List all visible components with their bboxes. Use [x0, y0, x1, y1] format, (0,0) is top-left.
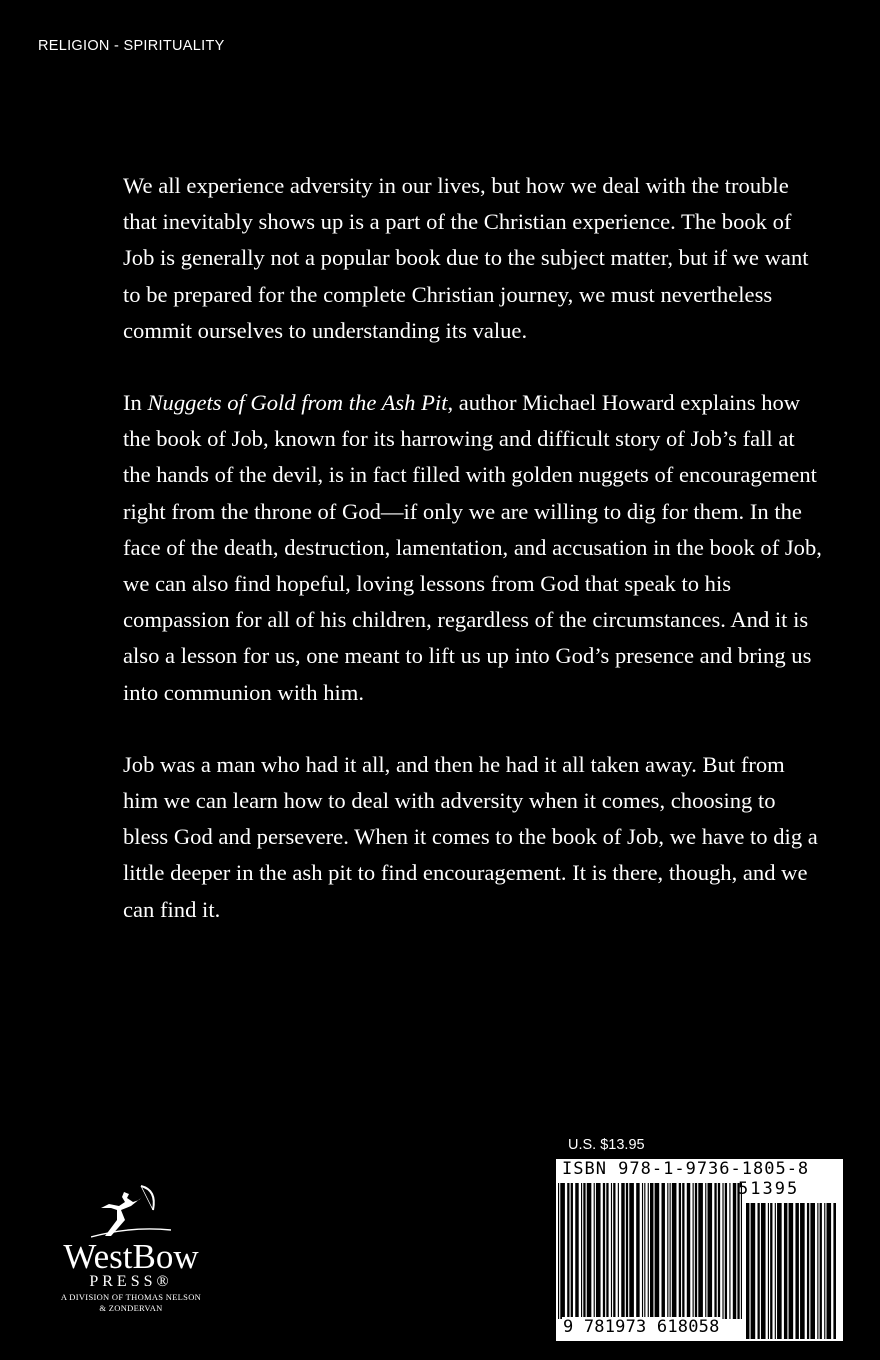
- isbn-barcode: [556, 1159, 843, 1341]
- addon-barcode-bars: [746, 1203, 836, 1339]
- ean-number: 9 781973 618058: [563, 1317, 720, 1337]
- blurb-p2-prefix: In: [123, 390, 148, 416]
- archer-logo-icon: [91, 1180, 171, 1238]
- back-cover-blurb: [123, 168, 823, 964]
- blurb-p2-rest: , author Michael Howard explains how the book of Job, known for its harrowing and difficult story of Job’s fall at the hands of the devil, is in fact filled with golden nuggets of encouragement right from the throne of God—if only we are willing to dig for them. In the face of the death, destruction, lamentation, and accusation in the book of Job, we can also find hopeful, loving lessons from God that speak to his compassion for all of his children, regardless of the circumstances. And it is also a lesson for us, one meant to lift us up into God’s presence and bring us into communion with him.: [123, 390, 822, 705]
- publisher-division-line1: A DIVISION OF THOMAS NELSON: [60, 1292, 202, 1302]
- category-label: RELIGION - SPIRITUALITY: [38, 38, 225, 54]
- blurb-paragraph-2: [123, 385, 823, 711]
- price-label: U.S. $13.95: [568, 1137, 645, 1153]
- publisher-press: PRESS®: [89, 1273, 173, 1290]
- isbn-number: ISBN 978-1-9736-1805-8: [562, 1159, 810, 1179]
- ean-barcode-bars: [558, 1183, 742, 1319]
- publisher-logo: [36, 1180, 226, 1330]
- blurb-paragraph-3: Job was a man who had it all, and then he had it all taken away. But from him we can learn how to deal with adversity when it comes, choosing to bless God and persevere. When it comes to the book of Job, we have to dig a little deeper in the ash pit to find encouragement. It is there, though, and we can find it.: [123, 751, 818, 922]
- blurb-paragraph-1: We all experience adversity in our lives, but how we deal with the trouble that inevitably shows up is a part of the Christian experience. The book of Job is generally not a popular book due to the subject matter, but if we want to be prepared for the complete Christian journey, we must nevertheless commit ourselves to understanding its value.: [123, 173, 809, 343]
- publisher-name: WestBow: [63, 1237, 199, 1276]
- publisher-division-line2: & ZONDERVAN: [99, 1303, 163, 1313]
- book-title-italic: Nuggets of Gold from the Ash Pit: [147, 390, 448, 416]
- price-addon-number: 51395: [738, 1179, 800, 1199]
